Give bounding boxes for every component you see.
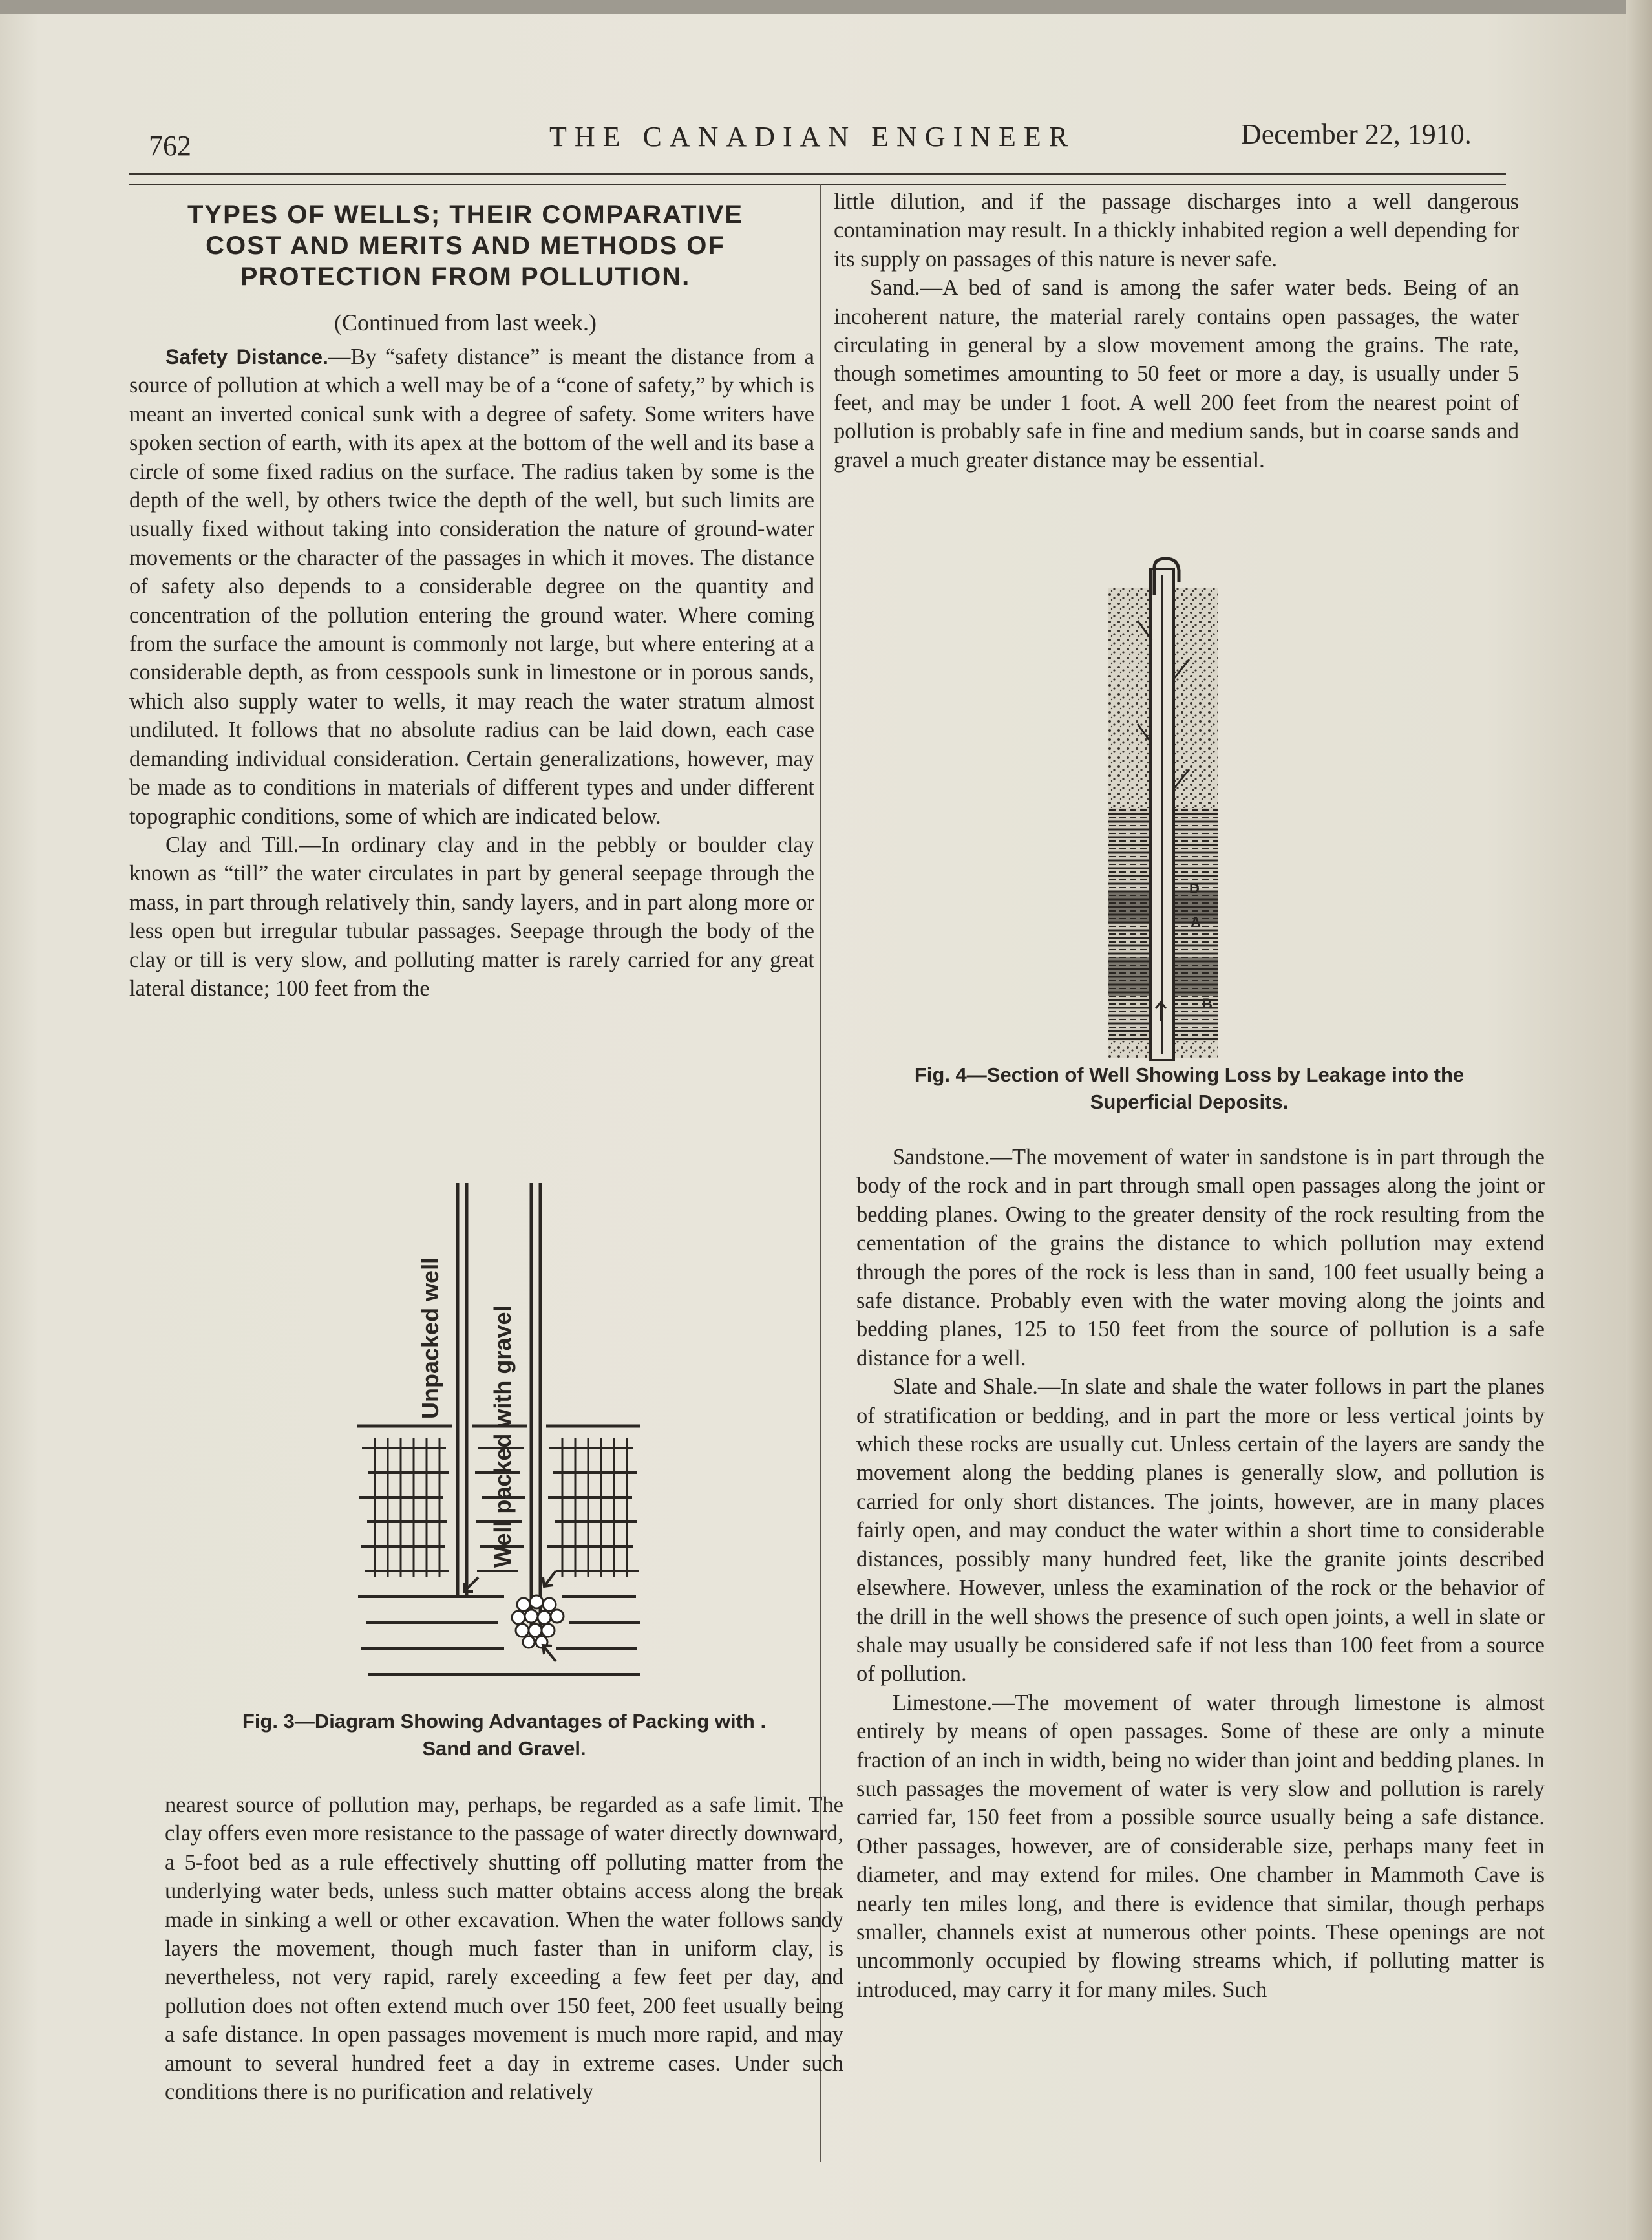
header-rule bbox=[129, 173, 1506, 175]
article-title-line: COST AND MERITS AND METHODS OF bbox=[206, 231, 725, 260]
left-column-upper bbox=[129, 343, 814, 1003]
figure-3-caption bbox=[162, 1708, 847, 1762]
article-title-line: PROTECTION FROM POLLUTION. bbox=[240, 262, 691, 291]
issue-date: December 22, 1910. bbox=[1241, 118, 1472, 150]
caption-line: Sand and Gravel. bbox=[422, 1737, 586, 1760]
right-column-upper bbox=[834, 187, 1519, 475]
paragraph-slate-and-shale: Slate and Shale.—In slate and shale the water follows in part the planes of stratification or bedding, and in part the more or less vertical joints by which these rocks are usually cut. Unless certain of the layers are sandy the movement along the bedding planes is generally slow, and pollution is carried for only short distances. The joints, however, are in many places fairly open, and may conduct the water within a short time to considerable distances, possibly many hundred feet, like the granite joints described elsewhere. However, unless the examination of the rock or the behavior of the drill in the well shows the presence of such open joints, a well in slate or shale may usually be considered safe if not less than 100 feet from a source of pollution. bbox=[856, 1374, 1545, 1687]
packed-well-diagram bbox=[349, 1183, 659, 1720]
scan-top-band bbox=[0, 0, 1652, 14]
paragraph-text: —By “safety distance” is meant the distance from a source of pollution at which a well may be of a “cone of safety,” by which is meant an inverted conical sunk with a degree of safety. Some writers have spoken section of earth, with its apex at the bottom of the well and its base a circle of some fixed radius on the surface. The radius taken by some is the depth of the well, by others twice the depth of the well, but such limits are usually fixed without taking into consideration the nature of ground-water movements or the character of the passages in which it moves. The distance of safety also depends to a considerable degree on the quantity and concentration of the pollution entering the ground water. Where coming from the surface the amount is commonly not large, but where entering at a considerable depth, as from cesspools sunk in limestone or in porous sands, which also supply water to wells, it may reach the water stratum almost undiluted. It follows that no absolute radius can be laid down, each case demanding individual consideration. Certain generalizations, however, may be made as to conditions in materials of different types and under different topographic conditions, some of which are indicated below. bbox=[129, 345, 814, 829]
paragraph-safety-distance bbox=[129, 343, 814, 831]
figure-4-diagram bbox=[1099, 556, 1228, 1067]
marker-d: D bbox=[1189, 880, 1200, 897]
article-title bbox=[142, 199, 789, 292]
paragraph-clay-continued: nearest source of pollution may, perhaps, be regarded as a safe limit. The clay offers even more resistance to the passage of water directly downward, a 5-foot bed as a rule effectively shutting off polluting matter from the underlying water beds, unless such matter obtains access along the break made in sinking a well or other excavation. When the water follows sandy layers the movement, though much faster than in uniform clay, is nevertheless, not very rapid, rarely exceeding a few feet per day, and pollution does not often extend much over 150 feet, 200 feet usually being a safe distance. In open passages movement is much more rapid, and may amount to several hundred feet a day in extreme cases. Under such conditions there is no purification and relatively bbox=[165, 1793, 843, 2105]
continued-note: (Continued from last week.) bbox=[334, 310, 597, 336]
page-edge-shadow bbox=[1626, 0, 1652, 2240]
paragraph-sandstone: Sandstone.—The movement of water in sandstone is in part through the body of the rock and in part through small open passages along the joint or bedding planes. Owing to the greater density of the rock resulting from the cementation of the grains the distance to which pollution may extend through the pores of the rock is less than in sand, 100 feet usually being a safe distance. Probably even with the water moving along the joints and bedding planes, 125 to 150 feet from the source of pollution is a safe distance for a well. bbox=[856, 1145, 1545, 1371]
paragraph-sand: Sand.—A bed of sand is among the safer water beds. Being of an incoherent nature, the material rarely contains open passages, the water circulating in general by a slow movement among the grains. The rate, though sometimes amounting to 50 feet or more a day, is usually under 5 feet, and may be under 1 foot. A well 200 feet from the nearest point of pollution is probably safe in fine and medium sands, but in coarse sands and gravel a much greater distance may be essential. bbox=[834, 275, 1519, 473]
right-column-lower bbox=[856, 1143, 1545, 2004]
gravel-packing bbox=[512, 1595, 564, 1648]
left-column-lower bbox=[165, 1791, 843, 2106]
caption-line: Fig. 4—Section of Well Showing Loss by Leakage into the bbox=[914, 1063, 1465, 1086]
caption-line: Superficial Deposits. bbox=[1090, 1091, 1289, 1113]
label-unpacked-well: Unpacked well bbox=[417, 1257, 443, 1419]
figure-3-diagram bbox=[349, 1183, 659, 1720]
label-packed-well: Well packed with gravel bbox=[489, 1305, 516, 1568]
figure-4-caption bbox=[840, 1061, 1538, 1116]
paragraph-clay-and-till: Clay and Till.—In ordinary clay and in the pebbly or boulder clay known as “till” the water circulates in part by general seepage through the mass, in part through relatively thin, sandy layers, and in part along more or less open but irregular tubular passages. Seepage through the body of the clay or till is very slow, and polluting matter is rarely carried for any great lateral distance; 100 feet from the bbox=[129, 832, 814, 1001]
journal-title: THE CANADIAN ENGINEER bbox=[549, 121, 1076, 153]
paragraph-little-dilution: little dilution, and if the passage discharges into a well dangerous contamination may result. In a thickly inhabited region a well depending for its supply on passages of this nature is never safe. bbox=[834, 189, 1519, 272]
marker-a: A bbox=[1191, 914, 1201, 930]
article-title-line: TYPES OF WELLS; THEIR COMPARATIVE bbox=[187, 200, 744, 229]
run-in-heading: Safety Distance. bbox=[165, 345, 328, 368]
marker-b: B bbox=[1202, 996, 1213, 1012]
header-rule-secondary bbox=[129, 184, 1506, 185]
well-section-diagram bbox=[1099, 556, 1228, 1067]
page-number: 762 bbox=[149, 130, 191, 162]
paragraph-limestone: Limestone.—The movement of water through limestone is almost entirely by means of open passages. Some of these are only a minute fraction of an inch in width, being no wider than joint and bedding planes. In such passages the movement of water is very slow and pollution is rarely carried far, 150 feet from a possible source usually being a safe distance. Other passages, however, are of considerable size, perhaps many feet in diameter, and may extend for miles. One chamber in Mammoth Cave is nearly ten miles long, and there is evidence that similar, though perhaps smaller, channels exist at numerous other points. These openings are not uncommonly occupied by flowing streams which, if polluting matter is introduced, may carry it for many miles. Such bbox=[856, 1690, 1545, 2002]
caption-line: Fig. 3—Diagram Showing Advantages of Packing with . bbox=[242, 1710, 767, 1733]
